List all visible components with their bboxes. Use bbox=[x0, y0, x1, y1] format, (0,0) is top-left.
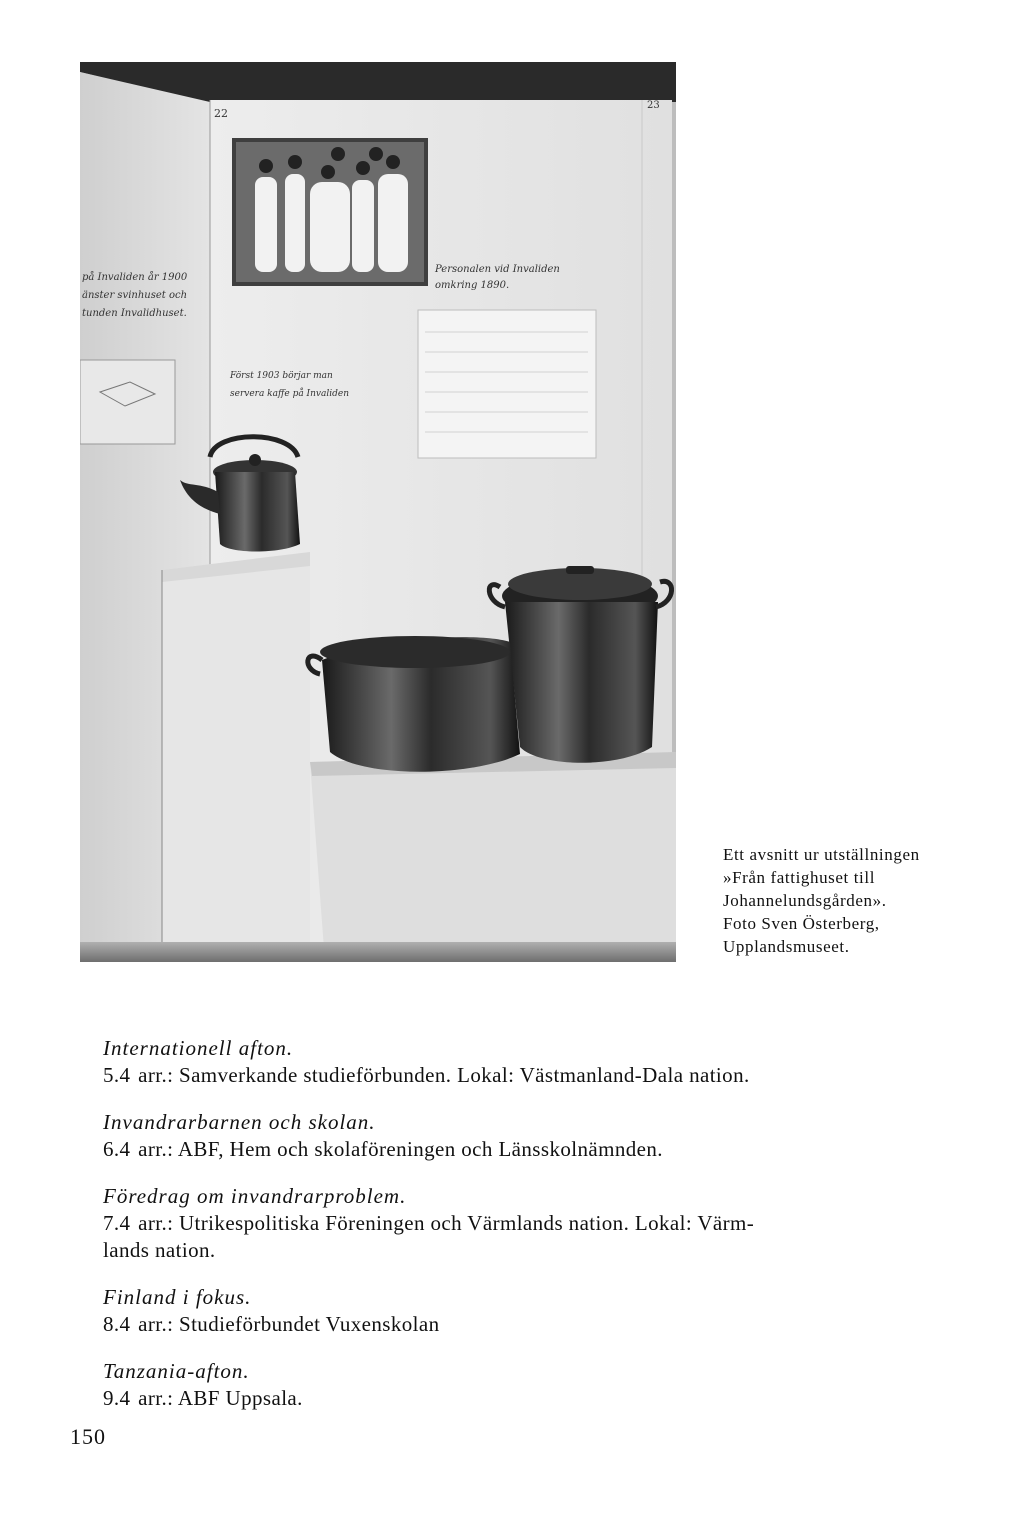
event-date: 8.4 bbox=[103, 1312, 131, 1336]
event-text: arr.: Samverkande studieförbunden. Lokal: Västmanland-Dala nation. bbox=[138, 1063, 750, 1087]
event-date: 9.4 bbox=[103, 1386, 131, 1410]
svg-text:på Invaliden år 1900: på Invaliden år 1900 bbox=[82, 272, 188, 283]
event-list bbox=[103, 1035, 933, 1432]
caption-line: »Från fattighuset till bbox=[723, 868, 876, 887]
caption-line: Ett avsnitt ur utställningen bbox=[723, 845, 920, 864]
photo-caption bbox=[723, 843, 1003, 958]
event-entry bbox=[103, 1109, 933, 1163]
event-entry bbox=[103, 1183, 933, 1264]
event-text: arr.: Utrikespolitiska Föreningen och Värmlands nation. Lokal: Värm- bbox=[138, 1211, 755, 1235]
event-title: Internationell afton. bbox=[103, 1036, 294, 1060]
svg-text:Först 1903 börjar man: Först 1903 börjar man bbox=[230, 371, 333, 381]
event-title: Föredrag om invandrarproblem. bbox=[103, 1184, 407, 1208]
event-entry bbox=[103, 1035, 933, 1089]
svg-text:omkring 1890.: omkring 1890. bbox=[435, 280, 510, 291]
event-details bbox=[103, 1136, 933, 1163]
event-text: arr.: Studieförbundet Vuxenskolan bbox=[138, 1312, 440, 1336]
event-title: Invandrarbarnen och skolan. bbox=[103, 1110, 376, 1134]
event-date: 7.4 bbox=[103, 1211, 131, 1235]
event-details bbox=[103, 1385, 933, 1412]
event-details bbox=[103, 1210, 933, 1237]
event-text: arr.: ABF, Hem och skolaföreningen och Länsskolnämnden. bbox=[138, 1137, 663, 1161]
event-title: Finland i fokus. bbox=[103, 1285, 252, 1309]
caption-line: Foto Sven Österberg, bbox=[723, 914, 880, 933]
caption-line: Upplandsmuseet. bbox=[723, 937, 850, 956]
event-details bbox=[103, 1311, 933, 1338]
event-text: arr.: ABF Uppsala. bbox=[138, 1386, 303, 1410]
event-title: Tanzania-afton. bbox=[103, 1359, 250, 1383]
svg-text:22: 22 bbox=[214, 107, 228, 120]
caption-line: Johannelundsgården». bbox=[723, 891, 887, 910]
event-date: 6.4 bbox=[103, 1137, 131, 1161]
svg-text:änster svinhuset och: änster svinhuset och bbox=[82, 290, 188, 301]
exhibition-photo bbox=[80, 62, 676, 962]
svg-text:tunden Invalidhuset.: tunden Invalidhuset. bbox=[82, 308, 187, 319]
svg-text:23: 23 bbox=[647, 100, 660, 111]
event-entry bbox=[103, 1284, 933, 1338]
event-date: 5.4 bbox=[103, 1063, 131, 1087]
event-text-continued: lands nation. bbox=[103, 1238, 216, 1262]
event-details bbox=[103, 1062, 933, 1089]
svg-text:servera kaffe på Invaliden: servera kaffe på Invaliden bbox=[230, 389, 349, 399]
event-entry bbox=[103, 1358, 933, 1412]
handwritten-personnel: Personalen vid Invaliden bbox=[435, 264, 560, 275]
page-number: 150 bbox=[70, 1424, 106, 1449]
